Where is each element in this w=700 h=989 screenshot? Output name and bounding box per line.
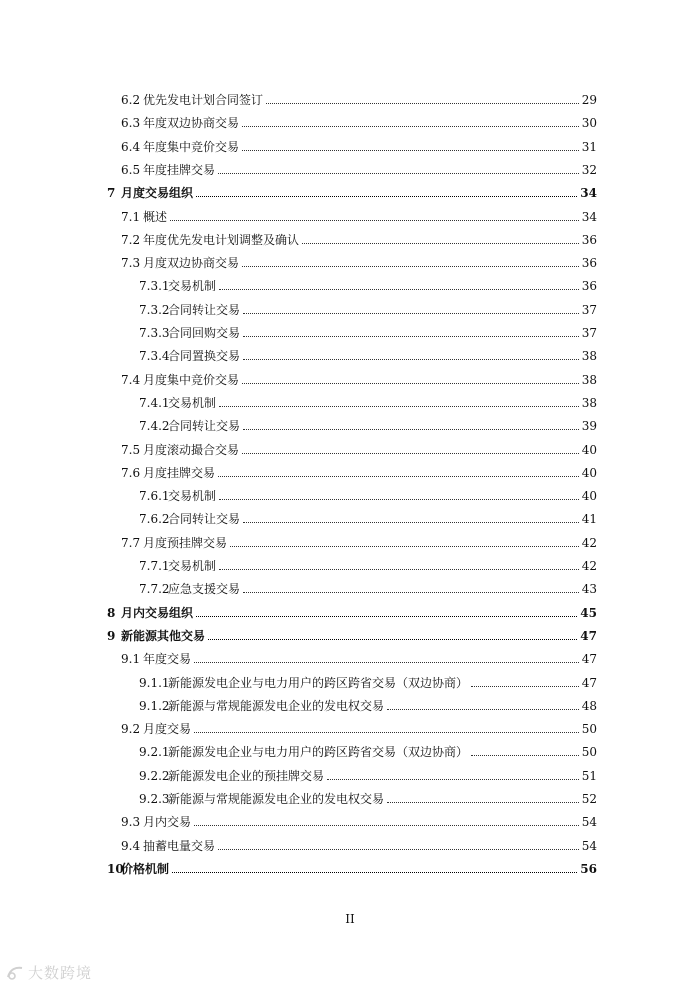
toc-leader-dots bbox=[194, 732, 579, 733]
toc-entry-page: 47 bbox=[581, 652, 597, 667]
toc-leader-dots bbox=[243, 313, 579, 314]
toc-leader-dots bbox=[219, 569, 579, 570]
watermark bbox=[6, 962, 92, 983]
toc-entry-title: 月度滚动撮合交易 bbox=[143, 442, 240, 457]
toc-entry-page: 34 bbox=[581, 209, 597, 224]
toc-entry-page: 30 bbox=[581, 116, 597, 131]
toc-leader-dots bbox=[196, 616, 577, 617]
toc-entry-page: 38 bbox=[581, 372, 597, 387]
toc-entry[interactable] bbox=[0, 441, 700, 459]
toc-entry[interactable] bbox=[0, 837, 700, 855]
toc-entry-number: 6.5 bbox=[121, 162, 141, 177]
toc-entry-number: 7.6.1 bbox=[139, 489, 170, 504]
toc-entry[interactable] bbox=[0, 301, 700, 319]
toc-entry[interactable] bbox=[0, 487, 700, 505]
watermark-logo-icon bbox=[6, 965, 24, 981]
toc-entry-page: 47 bbox=[581, 675, 597, 690]
toc-entry[interactable] bbox=[0, 324, 700, 342]
toc-leader-dots bbox=[471, 755, 579, 756]
toc-leader-dots bbox=[387, 802, 579, 803]
toc-entry-page: 31 bbox=[581, 139, 597, 154]
toc-entry-number: 7.3 bbox=[121, 256, 141, 271]
toc-entry-page: 36 bbox=[581, 279, 597, 294]
toc-entry-page: 38 bbox=[581, 349, 597, 364]
toc-leader-dots bbox=[243, 359, 579, 360]
toc-entry-number: 7.4.2 bbox=[139, 419, 170, 434]
toc-entry-title: 月度交易 bbox=[143, 722, 192, 737]
toc-entry-page: 29 bbox=[581, 93, 597, 107]
toc-leader-dots bbox=[196, 196, 577, 197]
toc-entry-page: 54 bbox=[581, 815, 597, 830]
toc-entry-title: 合同置换交易 bbox=[168, 349, 241, 364]
toc-entry-title: 抽蓄电量交易 bbox=[143, 838, 216, 853]
toc-entry-title: 月度集中竞价交易 bbox=[143, 372, 240, 387]
toc-entry-number: 7.7 bbox=[121, 535, 141, 550]
toc-entry-title: 交易机制 bbox=[168, 559, 217, 573]
toc-entry-title: 年度双边协商交易 bbox=[143, 116, 240, 131]
toc-entry-title: 交易机制 bbox=[168, 395, 217, 410]
toc-entry-number: 7.4.1 bbox=[139, 395, 170, 410]
toc-entry-number: 7.5 bbox=[121, 442, 141, 457]
toc-entry-number: 9.1 bbox=[121, 652, 141, 667]
toc-entry-page: 45 bbox=[580, 605, 597, 620]
toc-entry-title: 合同转让交易 bbox=[168, 419, 241, 434]
toc-entry[interactable] bbox=[0, 464, 700, 482]
toc-leader-dots bbox=[218, 476, 579, 477]
toc-chapter-entry[interactable] bbox=[0, 627, 700, 645]
toc-entry-title: 新能源发电企业与电力用户的跨区跨省交易（双边协商） bbox=[168, 745, 469, 760]
toc-leader-dots bbox=[170, 220, 579, 221]
toc-entry[interactable] bbox=[0, 580, 700, 598]
toc-entry-number: 9.2 bbox=[121, 722, 141, 737]
toc-entry-page: 40 bbox=[581, 465, 597, 480]
toc-entry[interactable] bbox=[0, 347, 700, 365]
toc-entry-number: 7 bbox=[107, 186, 116, 201]
toc-entry-title: 年度交易 bbox=[143, 652, 192, 667]
toc-entry-page: 52 bbox=[581, 792, 597, 806]
toc-entry-title: 合同转让交易 bbox=[168, 512, 241, 527]
toc-entry[interactable] bbox=[0, 813, 700, 831]
toc-entry-title: 年度优先发电计划调整及确认 bbox=[143, 232, 300, 247]
toc-entry-page: 34 bbox=[580, 186, 597, 201]
toc-entry-number: 9.2.2 bbox=[139, 768, 170, 783]
toc-entry-number: 9.2.3 bbox=[139, 792, 170, 806]
toc-entry-title: 年度集中竞价交易 bbox=[143, 139, 240, 154]
toc-entry-page: 42 bbox=[581, 535, 597, 550]
toc-entry-page: 38 bbox=[581, 395, 597, 410]
toc-entry[interactable] bbox=[0, 277, 700, 295]
toc-leader-dots bbox=[219, 406, 579, 407]
toc-entry[interactable] bbox=[0, 650, 700, 668]
toc-entry-page: 41 bbox=[581, 512, 597, 527]
toc-entry-number: 9 bbox=[107, 628, 116, 643]
toc-entry-number: 7.6.2 bbox=[139, 512, 170, 527]
toc-entry[interactable] bbox=[0, 114, 700, 132]
toc-entry-page: 48 bbox=[581, 698, 597, 713]
toc-entry-number: 6.3 bbox=[121, 116, 141, 131]
toc-leader-dots bbox=[194, 825, 579, 826]
toc-entry-title: 价格机制 bbox=[121, 861, 170, 876]
toc-entry-number: 7.2 bbox=[121, 232, 141, 247]
toc-leader-dots bbox=[194, 662, 579, 663]
toc-entry-page: 43 bbox=[581, 582, 597, 597]
toc-entry[interactable] bbox=[0, 208, 700, 226]
toc-entry-title: 月度预挂牌交易 bbox=[143, 535, 228, 550]
toc-entry[interactable] bbox=[0, 720, 700, 738]
toc-entry-number: 9.4 bbox=[121, 838, 141, 853]
toc-entry-page: 40 bbox=[581, 442, 597, 457]
toc-chapter-entry[interactable] bbox=[0, 184, 700, 202]
toc-entry-page: 36 bbox=[581, 232, 597, 247]
toc-entry-title: 月度挂牌交易 bbox=[143, 465, 216, 480]
toc-leader-dots bbox=[219, 289, 579, 290]
toc-entry[interactable] bbox=[0, 697, 700, 715]
toc-entry[interactable] bbox=[0, 91, 700, 109]
toc-entry[interactable] bbox=[0, 534, 700, 552]
toc-leader-dots bbox=[218, 173, 579, 174]
toc-leader-dots bbox=[172, 872, 577, 873]
toc-entry-number: 7.6 bbox=[121, 465, 141, 480]
toc-leader-dots bbox=[327, 779, 579, 780]
toc-entry-title: 新能源与常规能源发电企业的发电权交易 bbox=[168, 792, 385, 806]
toc-entry-number: 9.3 bbox=[121, 815, 141, 830]
toc-leader-dots bbox=[243, 336, 579, 337]
toc-entry-page: 50 bbox=[581, 722, 597, 737]
toc-entry-title: 新能源与常规能源发电企业的发电权交易 bbox=[168, 698, 385, 713]
toc-entry[interactable] bbox=[0, 161, 700, 179]
toc-entry-number: 8 bbox=[107, 605, 116, 620]
toc-entry-title: 月内交易组织 bbox=[121, 605, 194, 620]
toc-chapter-entry[interactable] bbox=[0, 860, 700, 878]
toc-leader-dots bbox=[230, 546, 579, 547]
toc-entry-title: 新能源发电企业的预挂牌交易 bbox=[168, 768, 325, 783]
toc-chapter-entry[interactable] bbox=[0, 604, 700, 622]
toc-entry[interactable] bbox=[0, 790, 700, 808]
toc-entry-number: 7.7.1 bbox=[139, 559, 170, 573]
toc-entry-title: 合同回购交易 bbox=[168, 326, 241, 340]
toc-entry-page: 40 bbox=[581, 489, 597, 504]
toc-entry-number: 7.3.1 bbox=[139, 279, 170, 294]
toc-entry-page: 56 bbox=[580, 861, 597, 876]
watermark-text: 大数跨境 bbox=[28, 964, 93, 982]
toc-entry[interactable] bbox=[0, 557, 700, 575]
page-number: II bbox=[345, 912, 355, 926]
toc-entry-page: 42 bbox=[581, 559, 597, 573]
toc-entry-page: 37 bbox=[581, 326, 597, 340]
toc-entry-title: 合同转让交易 bbox=[168, 302, 241, 317]
toc-leader-dots bbox=[242, 150, 579, 151]
toc-entry[interactable] bbox=[0, 138, 700, 156]
toc-entry-page: 39 bbox=[581, 419, 597, 434]
toc-entry-page: 37 bbox=[581, 302, 597, 317]
toc-entry-number: 7.1 bbox=[121, 209, 141, 224]
toc-entry-page: 36 bbox=[581, 256, 597, 271]
toc-entry-page: 32 bbox=[581, 162, 597, 177]
toc-entry-page: 51 bbox=[581, 768, 597, 783]
toc-entry-number: 9.1.2 bbox=[139, 698, 170, 713]
toc-entry[interactable] bbox=[0, 394, 700, 412]
toc-leader-dots bbox=[302, 243, 579, 244]
toc-leader-dots bbox=[266, 103, 579, 104]
toc-leader-dots bbox=[243, 522, 579, 523]
toc-entry[interactable] bbox=[0, 417, 700, 435]
toc-entry[interactable] bbox=[0, 674, 700, 692]
toc-entry-number: 7.3.3 bbox=[139, 326, 170, 340]
toc-entry-number: 7.7.2 bbox=[139, 582, 170, 597]
toc-entry-title: 优先发电计划合同签订 bbox=[143, 93, 264, 107]
toc-entry[interactable] bbox=[0, 254, 700, 272]
toc-entry[interactable] bbox=[0, 371, 700, 389]
toc-leader-dots bbox=[242, 266, 579, 267]
toc-entry-title: 交易机制 bbox=[168, 279, 217, 294]
toc-entry-page: 54 bbox=[581, 838, 597, 853]
toc-entry-title: 月内交易 bbox=[143, 815, 192, 830]
toc-entry-number: 10 bbox=[107, 861, 124, 876]
toc-entry-page: 50 bbox=[581, 745, 597, 760]
toc-leader-dots bbox=[471, 686, 579, 687]
toc-entry-number: 9.2.1 bbox=[139, 745, 170, 760]
toc-leader-dots bbox=[242, 453, 579, 454]
toc-leader-dots bbox=[208, 639, 577, 640]
toc-entry-number: 6.2 bbox=[121, 93, 141, 107]
toc-leader-dots bbox=[387, 709, 579, 710]
toc-entry-number: 6.4 bbox=[121, 139, 141, 154]
toc-leader-dots bbox=[242, 383, 579, 384]
toc-entry[interactable] bbox=[0, 231, 700, 249]
toc-entry[interactable] bbox=[0, 510, 700, 528]
toc-entry-title: 新能源其他交易 bbox=[121, 628, 206, 643]
toc-leader-dots bbox=[219, 499, 579, 500]
toc-leader-dots bbox=[243, 592, 579, 593]
toc-entry-title: 概述 bbox=[143, 209, 168, 224]
toc-leader-dots bbox=[243, 429, 579, 430]
toc-entry-number: 7.3.2 bbox=[139, 302, 170, 317]
toc-entry-number: 9.1.1 bbox=[139, 675, 170, 690]
toc-entry-page: 47 bbox=[580, 628, 597, 643]
toc-entry-number: 7.4 bbox=[121, 372, 141, 387]
toc-entry-title: 交易机制 bbox=[168, 489, 217, 504]
toc-entry-title: 应急支援交易 bbox=[168, 582, 241, 597]
toc-entry[interactable] bbox=[0, 767, 700, 785]
toc-entry-title: 年度挂牌交易 bbox=[143, 162, 216, 177]
toc-entry-number: 7.3.4 bbox=[139, 349, 170, 364]
toc-entry-title: 月度双边协商交易 bbox=[143, 256, 240, 271]
toc-leader-dots bbox=[218, 849, 579, 850]
toc-entry[interactable] bbox=[0, 743, 700, 761]
toc-leader-dots bbox=[242, 126, 579, 127]
toc-entry-title: 新能源发电企业与电力用户的跨区跨省交易（双边协商） bbox=[168, 675, 469, 690]
toc-entry-title: 月度交易组织 bbox=[121, 186, 194, 201]
